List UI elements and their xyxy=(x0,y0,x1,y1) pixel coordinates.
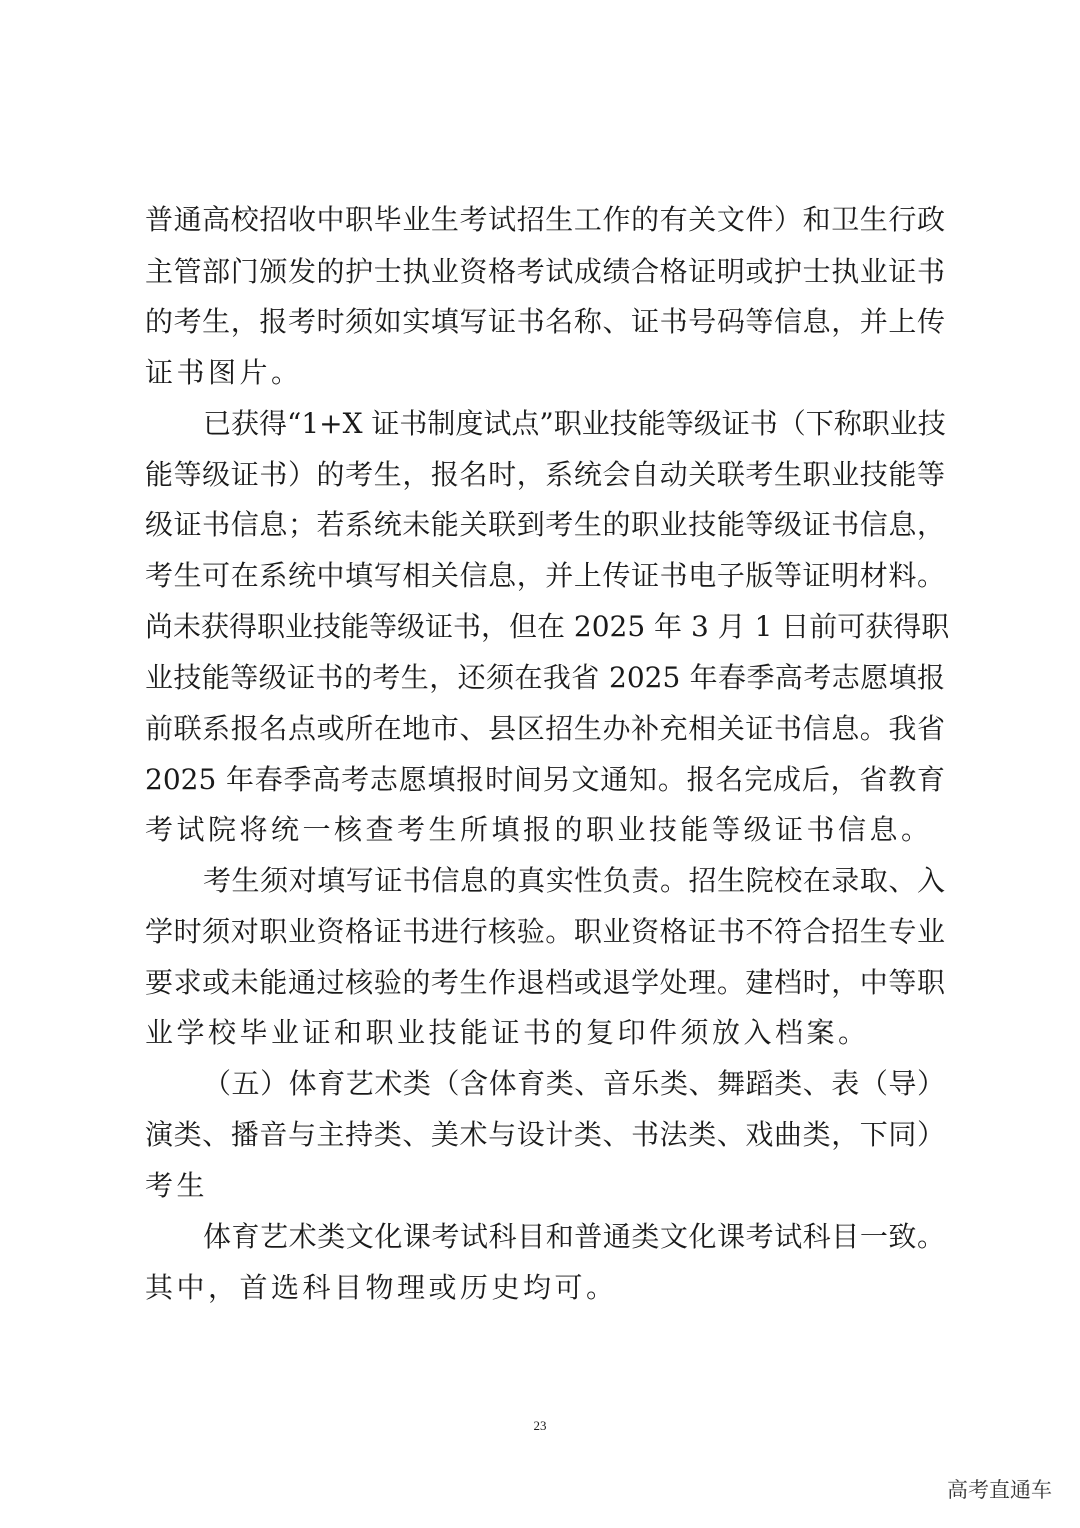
watermark: 高考直通车 xyxy=(947,1478,1052,1502)
text-line: 体育艺术类文化课考试科目和普通类文化课考试科目一致。 xyxy=(203,1220,945,1253)
text-line: （五）体育艺术类（含体育类、音乐类、舞蹈类、表（导） xyxy=(203,1067,945,1100)
text-line: 考生须对填写证书信息的真实性负责。招生院校在录取、入 xyxy=(203,864,945,897)
text-line: 演类、播音与主持类、美术与设计类、书法类、戏曲类，下同） xyxy=(145,1118,945,1151)
text-line: 的考生，报考时须如实填写证书名称、证书号码等信息，并上传 xyxy=(145,305,945,338)
text-line: 已获得“1+X 证书制度试点”职业技能等级证书（下称职业技 xyxy=(203,407,946,440)
text-line: 主管部门颁发的护士执业资格考试成绩合格证明或护士执业证书 xyxy=(145,255,945,288)
text-line: 要求或未能通过核验的考生作退档或退学处理。建档时，中等职 xyxy=(145,966,945,999)
text-line: 普通高校招收中职毕业生考试招生工作的有关文件）和卫生行政 xyxy=(145,203,945,236)
text-line: 学时须对职业资格证书进行核验。职业资格证书不符合招生专业 xyxy=(145,915,945,948)
text-line: 业技能等级证书的考生，还须在我省 2025 年春季高考志愿填报 xyxy=(145,661,945,694)
page-number: 23 xyxy=(533,1418,547,1433)
text-line: 业学校毕业证和职业技能证书的复印件须放入档案。 xyxy=(145,1016,870,1049)
text-line: 考试院将统一核查考生所填报的职业技能等级证书信息。 xyxy=(145,813,933,846)
text-line: 前联系报名点或所在地市、县区招生办补充相关证书信息。我省 xyxy=(145,712,945,745)
text-line: 考生 xyxy=(145,1169,209,1202)
text-line: 证书图片。 xyxy=(145,356,303,389)
text-line: 级证书信息；若系统未能关联到考生的职业技能等级证书信息， xyxy=(145,508,945,541)
text-line: 2025 年春季高考志愿填报时间另文通知。报名完成后，省教育 xyxy=(145,763,945,796)
text-line: 能等级证书）的考生，报名时，系统会自动关联考生职业技能等 xyxy=(145,458,945,491)
text-line: 考生可在系统中填写相关信息，并上传证书电子版等证明材料。 xyxy=(145,559,945,592)
text-line: 其中，首选科目物理或历史均可。 xyxy=(145,1271,618,1304)
text-line: 尚未获得职业技能等级证书，但在 2025 年 3 月 1 日前可获得职 xyxy=(145,610,950,643)
